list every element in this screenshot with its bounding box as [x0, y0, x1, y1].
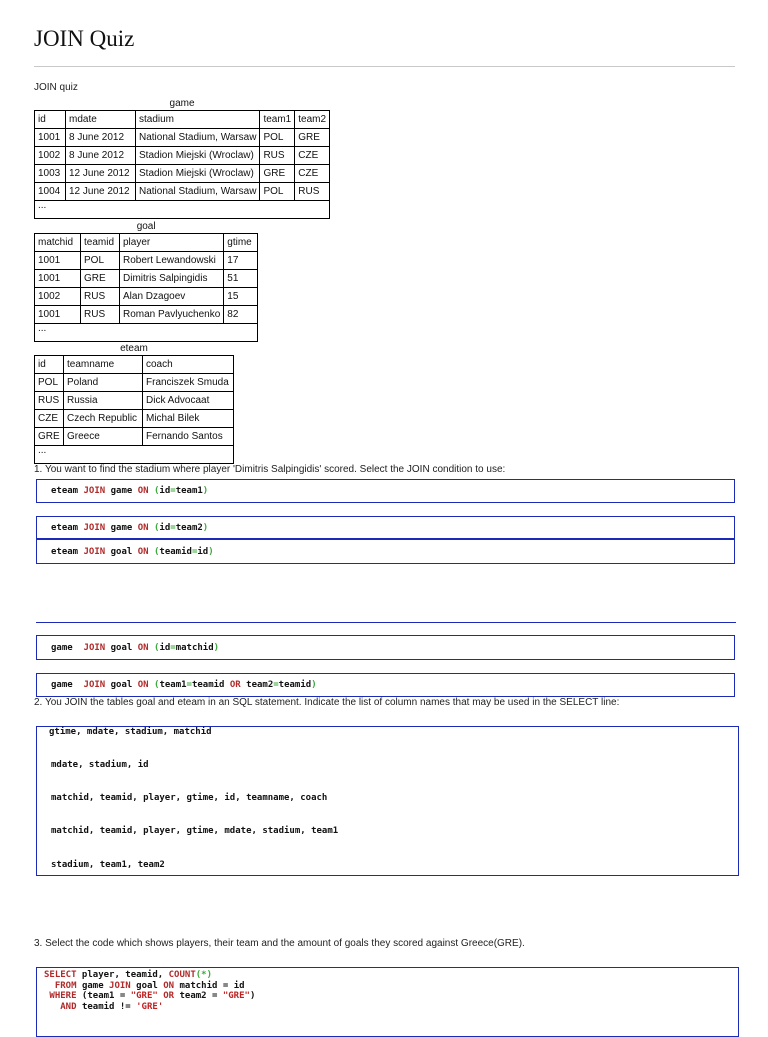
- code-token: game: [76, 980, 110, 991]
- punct-token: =: [191, 546, 198, 557]
- punct-token: (*): [195, 970, 212, 980]
- question-1-text: 1. You want to find the stadium where player 'Dimitris Salpingidis' scored. Select the JOIN condition to use:: [34, 464, 506, 475]
- table-header-row: [35, 356, 234, 374]
- table-cell: 1002: [35, 288, 81, 306]
- table-row: [35, 428, 234, 446]
- q1-option-5[interactable]: [36, 673, 735, 697]
- table-row: [35, 392, 234, 410]
- table-cell: GRE: [295, 129, 330, 147]
- game-table-block: [34, 98, 330, 219]
- table-row: [35, 252, 258, 270]
- table-cell: RUS: [260, 147, 295, 165]
- table-cell: Michal Bilek: [143, 410, 234, 428]
- eteam-table-caption: eteam: [120, 343, 148, 354]
- table-cell: Franciszek Smuda: [143, 374, 234, 392]
- q2-option-3[interactable]: matchid, teamid, player, gtime, id, teamname, coach: [51, 793, 328, 803]
- keyword-token: OR: [163, 991, 175, 1001]
- punct-token: =: [170, 486, 176, 496]
- table-row: [35, 147, 330, 165]
- goal-table: [34, 233, 258, 342]
- column-header: team1: [260, 111, 295, 129]
- goal-table-block: [34, 221, 258, 342]
- q3-option-1-code[interactable]: [36, 967, 739, 1037]
- code-token: team2: [175, 522, 203, 533]
- code-token: game: [51, 680, 73, 690]
- table-ellipsis-row: [35, 201, 330, 219]
- column-header: player: [120, 234, 224, 252]
- table-cell: RUS: [35, 392, 64, 410]
- code-token: id: [197, 546, 209, 557]
- table-cell: CZE: [35, 410, 64, 428]
- q1-option-2[interactable]: [36, 516, 735, 539]
- goal-table-caption: goal: [136, 221, 156, 232]
- table-cell: 1001: [35, 129, 66, 147]
- punct-token: (: [154, 546, 160, 557]
- q2-option-1[interactable]: gtime, mdate, stadium, matchid: [49, 727, 212, 737]
- table-cell: 51: [224, 270, 258, 288]
- ellipsis-cell: ...: [35, 324, 258, 342]
- table-cell: CZE: [295, 165, 330, 183]
- code-line: [44, 981, 731, 992]
- table-cell: 12 June 2012: [66, 183, 136, 201]
- column-header: teamname: [64, 356, 143, 374]
- column-header: id: [35, 356, 64, 374]
- code-token: eteam: [51, 522, 79, 533]
- punct-token: ): [202, 522, 209, 533]
- keyword-token: JOIN: [83, 486, 106, 496]
- table-cell: 1001: [35, 252, 81, 270]
- table-cell: RUS: [81, 306, 120, 324]
- keyword-token: OR: [229, 680, 241, 690]
- table-row: [35, 410, 234, 428]
- table-cell: Stadion Miejski (Wroclaw): [136, 165, 260, 183]
- table-cell: Russia: [64, 392, 143, 410]
- table-cell: POL: [260, 183, 295, 201]
- punct-token: =: [186, 680, 192, 690]
- table-cell: Greece: [64, 428, 143, 446]
- table-cell: CZE: [295, 147, 330, 165]
- table-cell: GRE: [81, 270, 120, 288]
- q2-options-box: [36, 726, 739, 876]
- game-table-caption: game: [169, 98, 195, 109]
- table-header-row: [35, 111, 330, 129]
- keyword-token: AND: [60, 1001, 77, 1012]
- punct-token: ): [208, 546, 214, 557]
- code-token: game: [51, 642, 73, 653]
- keyword-token: JOIN: [109, 980, 131, 991]
- table-cell: Roman Pavlyuchenko: [120, 306, 224, 324]
- column-header: mdate: [66, 111, 136, 129]
- table-cell: 1002: [35, 147, 66, 165]
- table-cell: GRE: [35, 428, 64, 446]
- eteam-table-block: [34, 343, 234, 464]
- q2-option-4[interactable]: matchid, teamid, player, gtime, mdate, stadium, team1: [51, 826, 339, 836]
- code-token: game: [110, 522, 133, 533]
- code-token: team2: [246, 680, 274, 690]
- table-cell: POL: [35, 374, 64, 392]
- punct-token: =: [170, 642, 176, 653]
- ellipsis-cell: ...: [35, 446, 234, 464]
- table-cell: Poland: [64, 374, 143, 392]
- column-header: id: [35, 111, 66, 129]
- code-token: (team1 =: [76, 991, 131, 1001]
- q2-option-2[interactable]: mdate, stadium, id: [51, 760, 149, 770]
- table-cell: 8 June 2012: [66, 129, 136, 147]
- question-3-text: 3. Select the code which shows players, their team and the amount of goals they scored against Greece(GRE).: [34, 938, 525, 949]
- table-cell: 82: [224, 306, 258, 324]
- punct-token: =: [170, 522, 176, 533]
- table-cell: RUS: [81, 288, 120, 306]
- table-row: [35, 165, 330, 183]
- keyword-token: ON: [137, 546, 149, 557]
- keyword-token: ON: [137, 486, 149, 496]
- q2-option-5[interactable]: stadium, team1, team2: [51, 860, 165, 870]
- q1-option-blank[interactable]: [36, 622, 736, 623]
- table-cell: Dick Advocaat: [143, 392, 234, 410]
- code-token: game: [110, 486, 133, 496]
- table-cell: Czech Republic: [64, 410, 143, 428]
- table-row: [35, 306, 258, 324]
- punct-token: (: [154, 522, 160, 533]
- table-cell: 17: [224, 252, 258, 270]
- code-line: [44, 991, 731, 1002]
- code-token: id: [159, 642, 171, 653]
- column-header: stadium: [136, 111, 260, 129]
- eteam-table: [34, 355, 234, 464]
- code-token: goal: [130, 980, 164, 991]
- code-token: teamid: [278, 680, 312, 690]
- table-cell: 1004: [35, 183, 66, 201]
- keyword-token: ON: [137, 522, 149, 533]
- code-token: goal: [110, 546, 133, 557]
- game-table: [34, 110, 330, 219]
- table-cell: Dimitris Salpingidis: [120, 270, 224, 288]
- title-divider: [34, 66, 735, 67]
- string-token: 'GRE': [136, 1001, 164, 1012]
- table-cell: POL: [81, 252, 120, 270]
- punct-token: (: [154, 680, 160, 690]
- keyword-token: SELECT: [44, 970, 77, 980]
- code-token: teamid: [191, 680, 225, 690]
- keyword-token: ON: [137, 642, 149, 653]
- table-cell: Robert Lewandowski: [120, 252, 224, 270]
- keyword-token: ON: [137, 680, 149, 690]
- code-token: eteam: [51, 486, 79, 496]
- code-token: ): [249, 991, 256, 1001]
- table-cell: 8 June 2012: [66, 147, 136, 165]
- string-token: "GRE": [130, 991, 158, 1001]
- table-row: [35, 288, 258, 306]
- string-token: "GRE": [222, 991, 250, 1001]
- table-header-row: [35, 234, 258, 252]
- table-ellipsis-row: [35, 446, 234, 464]
- code-token: team2 =: [174, 991, 223, 1001]
- table-cell: Fernando Santos: [143, 428, 234, 446]
- punct-token: ): [202, 486, 209, 496]
- column-header: matchid: [35, 234, 81, 252]
- keyword-token: JOIN: [83, 546, 106, 557]
- table-cell: POL: [260, 129, 295, 147]
- table-cell: 12 June 2012: [66, 165, 136, 183]
- table-ellipsis-row: [35, 324, 258, 342]
- code-token: id: [159, 486, 171, 496]
- code-token: matchid = id: [174, 980, 245, 991]
- q1-option-3[interactable]: [36, 539, 735, 564]
- intro-text: JOIN quiz: [34, 82, 78, 93]
- table-cell: 1003: [35, 165, 66, 183]
- ellipsis-cell: ...: [35, 201, 330, 219]
- column-header: team2: [295, 111, 330, 129]
- q1-option-1[interactable]: [36, 479, 735, 503]
- keyword-token: ON: [163, 980, 175, 991]
- table-row: [35, 270, 258, 288]
- code-token: teamid !=: [76, 1001, 137, 1012]
- table-cell: RUS: [295, 183, 330, 201]
- column-header: gtime: [224, 234, 258, 252]
- table-row: [35, 129, 330, 147]
- table-cell: Stadion Miejski (Wroclaw): [136, 147, 260, 165]
- code-token: teamid: [159, 546, 192, 557]
- keyword-token: COUNT: [168, 970, 196, 980]
- page-title: JOIN Quiz: [34, 26, 135, 51]
- question-2-text: 2. You JOIN the tables goal and eteam in an SQL statement. Indicate the list of column names that may be used in the SELECT line:: [34, 697, 620, 708]
- code-token: team1: [175, 486, 203, 496]
- table-row: [35, 183, 330, 201]
- table-cell: GRE: [260, 165, 295, 183]
- punct-token: ): [311, 680, 317, 690]
- table-cell: 1001: [35, 306, 81, 324]
- column-header: teamid: [81, 234, 120, 252]
- code-line: [44, 970, 731, 981]
- punct-token: =: [273, 680, 279, 690]
- table-row: [35, 374, 234, 392]
- code-token: eteam: [51, 546, 79, 557]
- keyword-token: JOIN: [83, 680, 106, 690]
- keyword-token: WHERE: [49, 991, 77, 1001]
- punct-token: (: [154, 642, 160, 653]
- code-token: goal: [110, 642, 133, 653]
- column-header: coach: [143, 356, 234, 374]
- table-cell: 15: [224, 288, 258, 306]
- table-cell: National Stadium, Warsaw: [136, 183, 260, 201]
- q1-option-4[interactable]: [36, 635, 735, 660]
- code-token: matchid: [175, 642, 214, 653]
- code-token: goal: [110, 680, 133, 690]
- punct-token: ): [213, 642, 220, 653]
- code-token: player, teamid,: [76, 970, 169, 980]
- table-cell: Alan Dzagoev: [120, 288, 224, 306]
- keyword-token: JOIN: [83, 642, 106, 653]
- code-token: id: [159, 522, 171, 533]
- punct-token: (: [154, 486, 160, 496]
- code-line: [44, 1002, 731, 1013]
- table-cell: National Stadium, Warsaw: [136, 129, 260, 147]
- keyword-token: FROM: [54, 980, 77, 991]
- table-cell: 1001: [35, 270, 81, 288]
- keyword-token: JOIN: [83, 522, 106, 533]
- code-token: team1: [159, 680, 187, 690]
